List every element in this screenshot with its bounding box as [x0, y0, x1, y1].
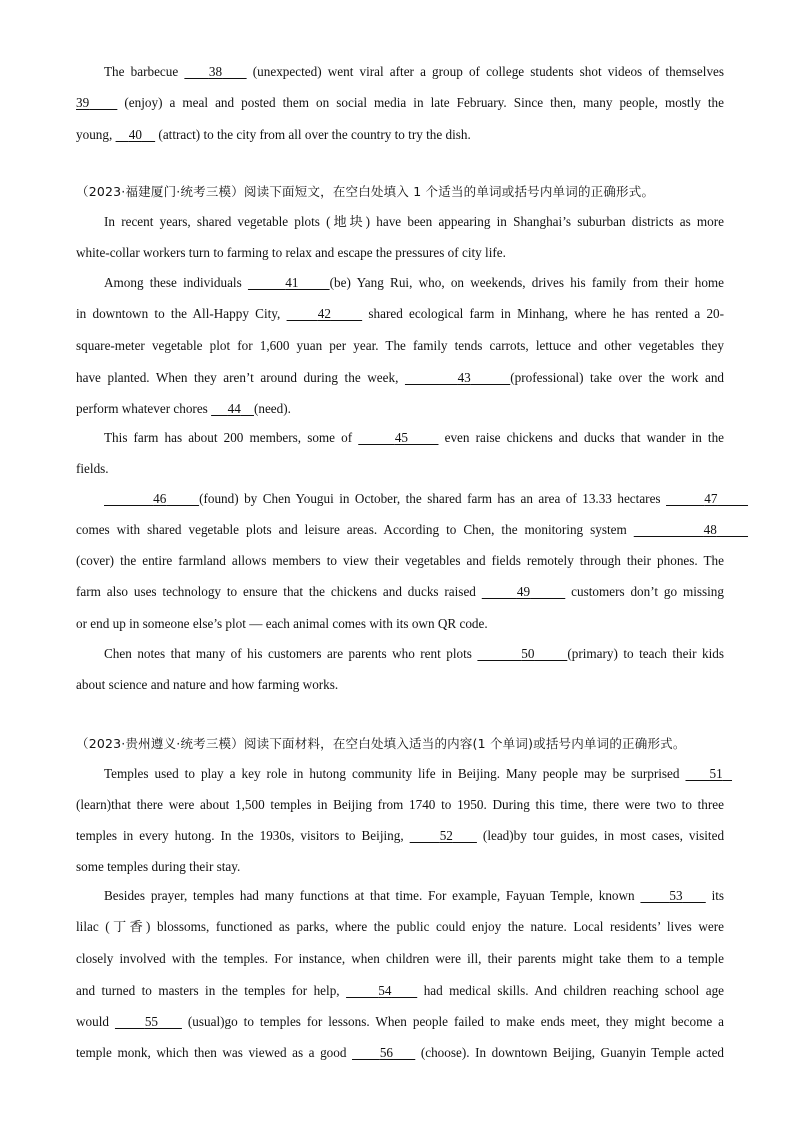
text: This farm has about 200 members, some of — [104, 430, 353, 445]
text: shared ecological farm in Minhang, where he has rented a 20- — [368, 306, 725, 321]
text: Besides prayer, temples had many functions at that time. For example, Fayuan Temple, known — [104, 888, 635, 903]
text: Chen notes that many of his customers are parents who rent plots — [104, 646, 472, 661]
text: farm also uses technology to ensure that the chickens and ducks raised — [76, 584, 476, 599]
text: (usual)go to temples for lessons. When people failed to make ends meet, they might become a — [187, 1014, 725, 1029]
text-line — [104, 430, 724, 446]
text: The barbecue — [104, 64, 179, 79]
blank-51: 51 — [709, 766, 723, 781]
text: Among these individuals — [104, 275, 242, 290]
text-line — [76, 584, 724, 600]
text-line — [104, 64, 724, 80]
text: (choose). In downtown Beijing, Guanyin Temple acted — [420, 1045, 725, 1060]
text-line — [76, 370, 724, 386]
text-line — [104, 766, 732, 782]
text: temple monk, which then was viewed as a good — [76, 1045, 347, 1060]
blank-41: 41 — [285, 275, 299, 290]
text-line: lilac (丁香) blossoms, functioned as parks, where the public could enjoy the nature. Local residents’ lives were — [76, 919, 724, 934]
text: (need). — [253, 401, 291, 416]
blank-54: 54 — [378, 983, 392, 998]
blank-49: 49 — [516, 584, 531, 599]
text-line — [76, 983, 724, 999]
blank-40: 40 — [128, 127, 142, 142]
blank-50: 50 — [521, 646, 535, 661]
text-line — [76, 401, 724, 417]
text: (enjoy) a meal and posted them on social media in late February. Since then, many people, mostly the — [124, 95, 725, 110]
text-line — [104, 888, 724, 904]
text: and turned to masters in the temples for help, — [76, 983, 340, 998]
text: (attract) to the city from all over the country to try the dish. — [158, 127, 471, 142]
text: perform whatever chores — [76, 401, 208, 416]
section-heading: （2023·贵州遵义·统考三模）阅读下面材料，在空白处填入适当的内容(1 个单词)或括号内单词的正确形式。 — [76, 736, 686, 751]
blank-48: 48 — [703, 522, 717, 537]
text: temples in every hutong. In the 1930s, visitors to Beijing, — [76, 828, 404, 843]
text: Temples used to play a key role in hutong community life in Beijing. Many people may be surprised — [104, 766, 680, 781]
text: (lead)by tour guides, in most cases, visited — [482, 828, 725, 843]
section-heading: （2023·福建厦门·统考三模）阅读下面短文，在空白处填入 1 个适当的单词或括号内单词的正确形式。 — [76, 184, 655, 199]
text: comes with shared vegetable plots and leisure areas. According to Chen, the monitoring system — [76, 522, 627, 537]
blank-46: 46 — [153, 491, 167, 506]
text: (professional) take over the work and — [510, 370, 725, 385]
text-line — [76, 522, 748, 538]
blank-39: 39 — [76, 95, 90, 110]
text-line: (learn)that there were about 1,500 temples in Beijing from 1740 to 1950. During this time, there were two to three — [76, 797, 724, 812]
blank-53: 53 — [669, 888, 683, 903]
blank-47: 47 — [704, 491, 718, 506]
text-line — [76, 306, 724, 322]
text: have planted. When they aren’t around during the week, — [76, 370, 399, 385]
text-line — [76, 127, 724, 143]
text: would — [76, 1014, 109, 1029]
text-line: about science and nature and how farming works. — [76, 677, 339, 692]
text-line — [104, 646, 724, 662]
text-line: square-meter vegetable plot for 1,600 yuan per year. The family tends carrots, lettuce and other vegetables they — [76, 338, 724, 353]
text: in downtown to the All-Happy City, — [76, 306, 281, 321]
text-line: white-collar workers turn to farming to relax and escape the pressures of city life. — [76, 245, 506, 260]
text: its — [711, 888, 725, 903]
text-line: or end up in someone else’s plot — each animal comes with its own QR code. — [76, 616, 488, 631]
text: (found) by Chen Yougui in October, the shared farm has an area of 13.33 hectares — [199, 491, 661, 506]
blank-45: 45 — [394, 430, 408, 445]
text-line — [76, 828, 724, 844]
text-line: some temples during their stay. — [76, 859, 241, 874]
text: (be) Yang Rui, who, on weekends, drives his family from their home — [329, 275, 725, 290]
text-line: fields. — [76, 461, 109, 476]
text-line — [104, 491, 748, 507]
blank-55: 55 — [144, 1014, 159, 1029]
blank-42: 42 — [317, 306, 331, 321]
text-line: closely involved with the temples. For instance, when children were ill, their parents might take them to a temple — [76, 951, 724, 966]
blank-38: 38 — [208, 64, 223, 79]
text-line — [76, 1045, 724, 1061]
text-line: In recent years, shared vegetable plots (地块) have been appearing in Shanghai’s suburban districts as more — [104, 214, 724, 229]
blank-56: 56 — [379, 1045, 394, 1060]
blank-52: 52 — [439, 828, 453, 843]
text: (unexpected) went viral after a group of college students shot videos of themselves — [252, 64, 725, 79]
text: even raise chickens and ducks that wander in the — [444, 430, 725, 445]
text-line — [76, 1014, 724, 1030]
text: had medical skills. And children reaching school age — [423, 983, 725, 998]
text-line: (cover) the entire farmland allows members to view their vegetables and fields remotely through their phones. The — [76, 553, 724, 568]
blank-43: 43 — [457, 370, 471, 385]
text-line — [104, 275, 724, 291]
text: (primary) to teach their kids — [567, 646, 725, 661]
text: customers don’t go missing — [571, 584, 724, 599]
text: young, — [76, 127, 113, 142]
blank-44: 44 — [227, 401, 241, 416]
text-line — [76, 95, 724, 111]
